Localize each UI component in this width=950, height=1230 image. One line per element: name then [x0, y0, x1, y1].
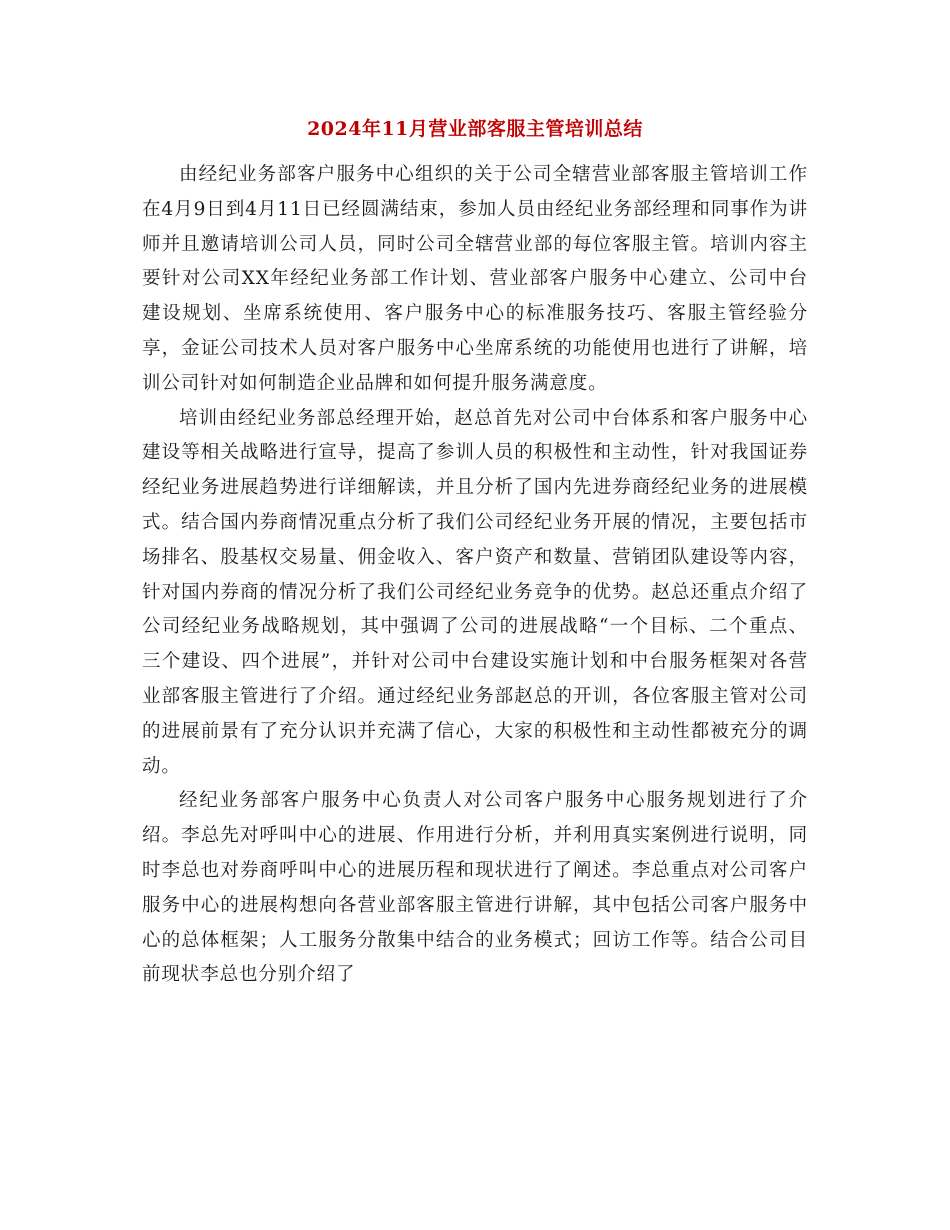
document-page	[142, 112, 808, 993]
paragraph-1: 由经纪业务部客户服务中心组织的关于公司全辖营业部客服主管培训工作在4月9日到4月11日已经圆满结束，参加人员由经纪业务部经理和同事作为讲师并且邀请培训公司人员，同时公司全辖营业部的每位客服主管。培训内容主要针对公司XX年经纪业务部工作计划、营业部客户服务中心建立、公司中台建设规划、坐席系统使用、客户服务中心的标准服务技巧、客服主管经验分享，金证公司技术人员对客户服务中心坐席系统的功能使用也进行了讲解，培训公司针对如何制造企业品牌和如何提升服务满意度。	[142, 164, 808, 394]
paragraph-2: 培训由经纪业务部总经理开始，赵总首先对公司中台体系和客户服务中心建设等相关战略进行宣导，提高了参训人员的积极性和主动性，针对我国证券经纪业务进展趋势进行详细解读，并且分析了国内先进券商经纪业务的进展模式。结合国内券商情况重点分析了我们公司经纪业务开展的情况，主要包括市场排名、股基权交易量、佣金收入、客户资产和数量、营销团队建设等内容，针对国内券商的情况分析了我们公司经纪业务竞争的优势。赵总还重点介绍了公司经纪业务战略规划，其中强调了公司的进展战略“一个目标、二个重点、三个建设、四个进展”，并针对公司中台建设实施计划和中台服务框架对各营业部客服主管进行了介绍。通过经纪业务部赵总的开训，各位客服主管对公司的进展前景有了充分认识并充满了信心，大家的积极性和主动性都被充分的调动。	[142, 407, 808, 777]
paragraph-3: 经纪业务部客户服务中心负责人对公司客户服务中心服务规划进行了介绍。李总先对呼叫中心的进展、作用进行分析，并利用真实案例进行说明，同时李总也对券商呼叫中心的进展历程和现状进行了阐述。李总重点对公司客户服务中心的进展构想向各营业部客服主管进行讲解，其中包括公司客户服务中心的总体框架；人工服务分散集中结合的业务模式；回访工作等。结合公司目前现状李总也分别介绍了	[142, 790, 808, 986]
document-title: 2024年11月营业部客服主管培训总结	[307, 118, 643, 140]
